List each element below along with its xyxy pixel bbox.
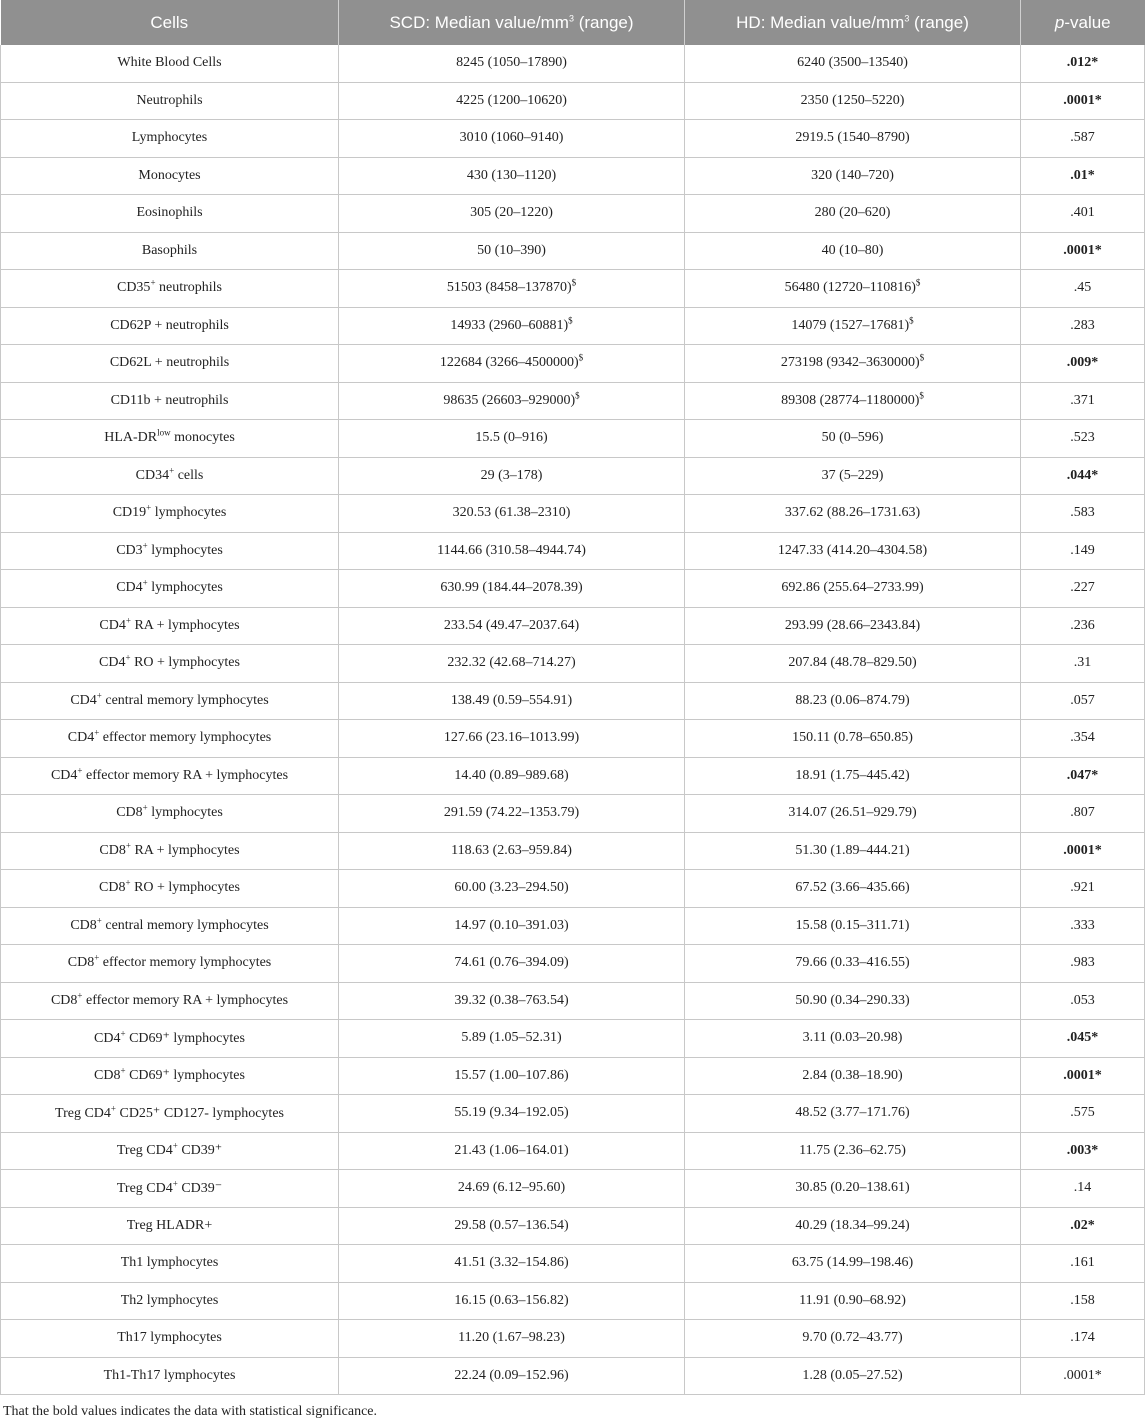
p-value: .045*: [1021, 1020, 1145, 1058]
cell-name: Monocytes: [1, 157, 339, 195]
hd-value: 150.11 (0.78–650.85): [685, 720, 1021, 758]
hd-value: 273198 (9342–3630000)$: [685, 345, 1021, 383]
scd-value: 74.61 (0.76–394.09): [339, 945, 685, 983]
table-row: [1, 1132, 1145, 1170]
scd-value: 320.53 (61.38–2310): [339, 495, 685, 533]
scd-value: 122684 (3266–4500000)$: [339, 345, 685, 383]
scd-value: 51503 (8458–137870)$: [339, 270, 685, 308]
table-row: [1, 945, 1145, 983]
hd-value: 40.29 (18.34–99.24): [685, 1207, 1021, 1245]
hd-value: 2919.5 (1540–8790): [685, 120, 1021, 158]
table-row: [1, 270, 1145, 308]
table-row: [1, 1320, 1145, 1358]
cell-name: Treg CD4+ CD25⁺ CD127- lymphocytes: [1, 1095, 339, 1133]
scd-value: 15.57 (1.00–107.86): [339, 1057, 685, 1095]
scd-value: 3010 (1060–9140): [339, 120, 685, 158]
cell-name: Treg HLADR+: [1, 1207, 339, 1245]
header-p-value: p-value: [1021, 0, 1145, 45]
table-row: [1, 195, 1145, 233]
header-row: [1, 0, 1145, 45]
cell-name: Eosinophils: [1, 195, 339, 233]
p-value: .583: [1021, 495, 1145, 533]
scd-value: 4225 (1200–10620): [339, 82, 685, 120]
cell-name: CD8+ CD69⁺ lymphocytes: [1, 1057, 339, 1095]
p-value: .0001*: [1021, 232, 1145, 270]
p-value: .283: [1021, 307, 1145, 345]
p-value: .587: [1021, 120, 1145, 158]
hd-value: 79.66 (0.33–416.55): [685, 945, 1021, 983]
cell-name: Basophils: [1, 232, 339, 270]
cell-name: CD4+ CD69⁺ lymphocytes: [1, 1020, 339, 1058]
cell-name: CD4+ central memory lymphocytes: [1, 682, 339, 720]
scd-value: 98635 (26603–929000)$: [339, 382, 685, 420]
table-row: [1, 907, 1145, 945]
cell-name: CD4+ effector memory RA + lymphocytes: [1, 757, 339, 795]
scd-value: 127.66 (23.16–1013.99): [339, 720, 685, 758]
cell-name: Th17 lymphocytes: [1, 1320, 339, 1358]
cell-name: White Blood Cells: [1, 45, 339, 82]
cell-name: Treg CD4+ CD39⁻: [1, 1170, 339, 1208]
cell-name: CD8+ RO + lymphocytes: [1, 870, 339, 908]
hd-value: 63.75 (14.99–198.46): [685, 1245, 1021, 1283]
cell-name: Lymphocytes: [1, 120, 339, 158]
scd-value: 1144.66 (310.58–4944.74): [339, 532, 685, 570]
hd-value: 14079 (1527–17681)$: [685, 307, 1021, 345]
table-row: [1, 307, 1145, 345]
hd-value: 314.07 (26.51–929.79): [685, 795, 1021, 833]
table-row: [1, 757, 1145, 795]
table-row: [1, 382, 1145, 420]
cell-name: CD4+ RO + lymphocytes: [1, 645, 339, 683]
table-row: [1, 870, 1145, 908]
scd-value: 22.24 (0.09–152.96): [339, 1357, 685, 1395]
cell-name: Neutrophils: [1, 82, 339, 120]
p-value: .01*: [1021, 157, 1145, 195]
table-row: [1, 45, 1145, 82]
p-value: .009*: [1021, 345, 1145, 383]
scd-value: 233.54 (49.47–2037.64): [339, 607, 685, 645]
p-value: .161: [1021, 1245, 1145, 1283]
hd-value: 89308 (28774–1180000)$: [685, 382, 1021, 420]
cell-name: Th2 lymphocytes: [1, 1282, 339, 1320]
hd-value: 88.23 (0.06–874.79): [685, 682, 1021, 720]
hd-value: 18.91 (1.75–445.42): [685, 757, 1021, 795]
p-value: .158: [1021, 1282, 1145, 1320]
scd-value: 15.5 (0–916): [339, 420, 685, 458]
p-value: .149: [1021, 532, 1145, 570]
header-cells: Cells: [1, 0, 339, 45]
hd-value: 51.30 (1.89–444.21): [685, 832, 1021, 870]
table-row: [1, 1057, 1145, 1095]
hd-value: 320 (140–720): [685, 157, 1021, 195]
hd-value: 11.91 (0.90–68.92): [685, 1282, 1021, 1320]
p-value: .45: [1021, 270, 1145, 308]
p-value: .575: [1021, 1095, 1145, 1133]
scd-value: 305 (20–1220): [339, 195, 685, 233]
hd-value: 30.85 (0.20–138.61): [685, 1170, 1021, 1208]
scd-value: 5.89 (1.05–52.31): [339, 1020, 685, 1058]
cell-name: Th1 lymphocytes: [1, 1245, 339, 1283]
p-value: .31: [1021, 645, 1145, 683]
scd-value: 11.20 (1.67–98.23): [339, 1320, 685, 1358]
p-value: .354: [1021, 720, 1145, 758]
cell-name: CD35+ neutrophils: [1, 270, 339, 308]
table-row: [1, 1207, 1145, 1245]
hd-value: 48.52 (3.77–171.76): [685, 1095, 1021, 1133]
table-body: [1, 45, 1145, 1395]
header-scd: SCD: Median value/$mm^3$ (range): [339, 0, 685, 45]
hd-value: 2350 (1250–5220): [685, 82, 1021, 120]
scd-value: 29 (3–178): [339, 457, 685, 495]
table-row: [1, 720, 1145, 758]
scd-value: 41.51 (3.32–154.86): [339, 1245, 685, 1283]
p-value: .523: [1021, 420, 1145, 458]
scd-value: 14.40 (0.89–989.68): [339, 757, 685, 795]
p-value: .983: [1021, 945, 1145, 983]
table-row: [1, 1020, 1145, 1058]
scd-value: 430 (130–1120): [339, 157, 685, 195]
p-value: .053: [1021, 982, 1145, 1020]
hd-value: 2.84 (0.38–18.90): [685, 1057, 1021, 1095]
table-row: [1, 1170, 1145, 1208]
table-row: [1, 570, 1145, 608]
p-value: .807: [1021, 795, 1145, 833]
scd-value: 29.58 (0.57–136.54): [339, 1207, 685, 1245]
hd-value: 3.11 (0.03–20.98): [685, 1020, 1021, 1058]
table-row: [1, 795, 1145, 833]
cell-name: CD34+ cells: [1, 457, 339, 495]
p-value: .174: [1021, 1320, 1145, 1358]
cell-name: CD11b + neutrophils: [1, 382, 339, 420]
p-value: .227: [1021, 570, 1145, 608]
hd-value: 67.52 (3.66–435.66): [685, 870, 1021, 908]
p-value: .236: [1021, 607, 1145, 645]
hd-value: 207.84 (48.78–829.50): [685, 645, 1021, 683]
table-row: [1, 982, 1145, 1020]
cell-name: CD8+ effector memory RA + lymphocytes: [1, 982, 339, 1020]
scd-value: 291.59 (74.22–1353.79): [339, 795, 685, 833]
table-row: [1, 1282, 1145, 1320]
hd-value: 11.75 (2.36–62.75): [685, 1132, 1021, 1170]
scd-value: 138.49 (0.59–554.91): [339, 682, 685, 720]
cell-name: CD4+ lymphocytes: [1, 570, 339, 608]
footnote: That the bold values indicates the data with statistical significance.: [3, 1404, 377, 1419]
table-row: [1, 232, 1145, 270]
hd-value: 293.99 (28.66–2343.84): [685, 607, 1021, 645]
cell-name: CD8+ RA + lymphocytes: [1, 832, 339, 870]
p-value: .921: [1021, 870, 1145, 908]
table-row: [1, 82, 1145, 120]
scd-value: 21.43 (1.06–164.01): [339, 1132, 685, 1170]
hd-value: 40 (10–80): [685, 232, 1021, 270]
table-row: [1, 457, 1145, 495]
scd-value: 14.97 (0.10–391.03): [339, 907, 685, 945]
hd-value: 15.58 (0.15–311.71): [685, 907, 1021, 945]
p-value: .333: [1021, 907, 1145, 945]
table-row: [1, 1095, 1145, 1133]
p-value: .057: [1021, 682, 1145, 720]
scd-value: 630.99 (184.44–2078.39): [339, 570, 685, 608]
p-value: .012*: [1021, 45, 1145, 82]
table-row: [1, 682, 1145, 720]
cell-name: CD8+ effector memory lymphocytes: [1, 945, 339, 983]
table-row: [1, 832, 1145, 870]
hd-value: 50 (0–596): [685, 420, 1021, 458]
hd-value: 280 (20–620): [685, 195, 1021, 233]
scd-value: 8245 (1050–17890): [339, 45, 685, 82]
table-row: [1, 495, 1145, 533]
table-row: [1, 532, 1145, 570]
cell-name: CD4+ effector memory lymphocytes: [1, 720, 339, 758]
scd-value: 16.15 (0.63–156.82): [339, 1282, 685, 1320]
cell-name: CD8+ lymphocytes: [1, 795, 339, 833]
cell-name: CD8+ central memory lymphocytes: [1, 907, 339, 945]
cell-name: Th1-Th17 lymphocytes: [1, 1357, 339, 1395]
p-value: .0001*: [1021, 82, 1145, 120]
scd-value: 60.00 (3.23–294.50): [339, 870, 685, 908]
table-row: [1, 345, 1145, 383]
cell-name: Treg CD4+ CD39⁺: [1, 1132, 339, 1170]
scd-value: 50 (10–390): [339, 232, 685, 270]
cell-name: CD4+ RA + lymphocytes: [1, 607, 339, 645]
p-value: .0001*: [1021, 1357, 1145, 1395]
table-row: [1, 1245, 1145, 1283]
cell-name: CD62P + neutrophils: [1, 307, 339, 345]
header-hd: HD: Median value/$mm^3$ (range): [685, 0, 1021, 45]
hd-value: 337.62 (88.26–1731.63): [685, 495, 1021, 533]
hd-value: 37 (5–229): [685, 457, 1021, 495]
hd-value: 1247.33 (414.20–4304.58): [685, 532, 1021, 570]
p-value: .044*: [1021, 457, 1145, 495]
table-row: [1, 157, 1145, 195]
scd-value: 118.63 (2.63–959.84): [339, 832, 685, 870]
hd-value: 692.86 (255.64–2733.99): [685, 570, 1021, 608]
table-row: [1, 1357, 1145, 1395]
p-value: .371: [1021, 382, 1145, 420]
scd-value: 24.69 (6.12–95.60): [339, 1170, 685, 1208]
table-row: [1, 420, 1145, 458]
cell-name: CD19+ lymphocytes: [1, 495, 339, 533]
p-value: .401: [1021, 195, 1145, 233]
hd-value: 50.90 (0.34–290.33): [685, 982, 1021, 1020]
p-value: .003*: [1021, 1132, 1145, 1170]
scd-value: 39.32 (0.38–763.54): [339, 982, 685, 1020]
p-value: .14: [1021, 1170, 1145, 1208]
p-value: .02*: [1021, 1207, 1145, 1245]
p-value: .047*: [1021, 757, 1145, 795]
p-value: .0001*: [1021, 832, 1145, 870]
scd-value: 232.32 (42.68–714.27): [339, 645, 685, 683]
p-value: .0001*: [1021, 1057, 1145, 1095]
hd-value: 56480 (12720–110816)$: [685, 270, 1021, 308]
cell-name: HLA-$DR^{low}$ monocytes: [1, 420, 339, 458]
hd-value: 1.28 (0.05–27.52): [685, 1357, 1021, 1395]
cell-name: CD3+ lymphocytes: [1, 532, 339, 570]
hd-value: 9.70 (0.72–43.77): [685, 1320, 1021, 1358]
scd-value: 14933 (2960–60881)$: [339, 307, 685, 345]
table-row: [1, 607, 1145, 645]
table-row: [1, 645, 1145, 683]
table-row: [1, 120, 1145, 158]
cell-name: CD62L + neutrophils: [1, 345, 339, 383]
scd-value: 55.19 (9.34–192.05): [339, 1095, 685, 1133]
hd-value: 6240 (3500–13540): [685, 45, 1021, 82]
